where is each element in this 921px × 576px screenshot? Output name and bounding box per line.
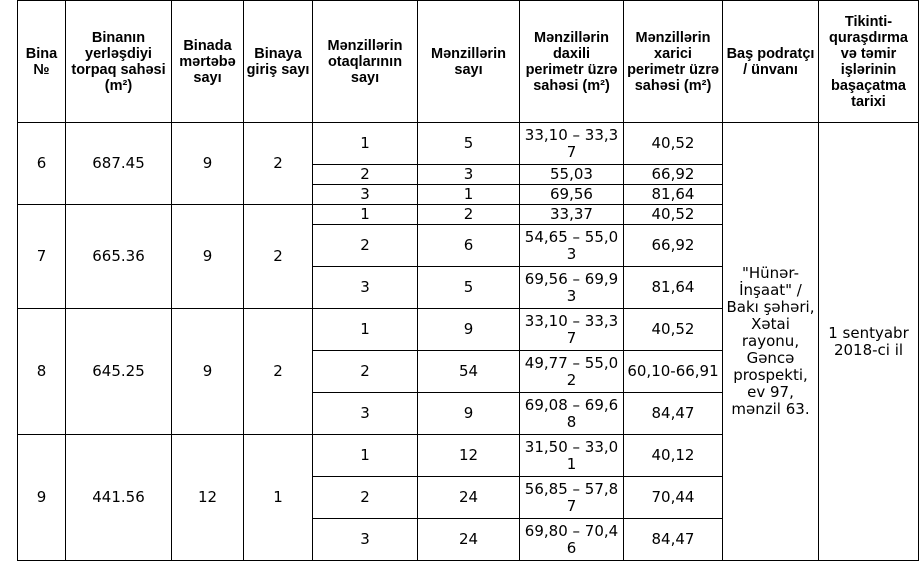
inner-area: 31,50 – 33,01 xyxy=(520,435,624,477)
room-count: 1 xyxy=(313,123,418,165)
unit-count: 3 xyxy=(418,165,520,185)
outer-area: 84,47 xyxy=(624,519,723,561)
inner-area: 69,08 – 69,68 xyxy=(520,393,624,435)
unit-count: 5 xyxy=(418,267,520,309)
room-count: 2 xyxy=(313,477,418,519)
header-land-area: Binanın yerləşdiyi torpaq sahəsi (m²) xyxy=(66,1,172,123)
outer-area: 40,12 xyxy=(624,435,723,477)
inner-area: 55,03 xyxy=(520,165,624,185)
header-building-number: Bina № xyxy=(18,1,66,123)
unit-count: 9 xyxy=(418,309,520,351)
header-outer-area: Mənzillərin xarici perimetr üzrə sahəsi (m²) xyxy=(624,1,723,123)
building-number: 7 xyxy=(18,205,66,309)
outer-area: 81,64 xyxy=(624,185,723,205)
unit-count: 12 xyxy=(418,435,520,477)
outer-area: 60,10-66,91 xyxy=(624,351,723,393)
outer-area: 70,44 xyxy=(624,477,723,519)
unit-count: 6 xyxy=(418,225,520,267)
inner-area: 69,80 – 70,46 xyxy=(520,519,624,561)
land-area: 687.45 xyxy=(66,123,172,205)
header-floors: Binada mərtəbə sayı xyxy=(172,1,244,123)
room-count: 2 xyxy=(313,225,418,267)
outer-area: 66,92 xyxy=(624,225,723,267)
unit-count: 54 xyxy=(418,351,520,393)
room-count: 1 xyxy=(313,435,418,477)
header-contractor: Baş podratçı / ünvanı xyxy=(723,1,819,123)
unit-count: 24 xyxy=(418,519,520,561)
header-entrances: Binaya giriş sayı xyxy=(244,1,313,123)
unit-count: 5 xyxy=(418,123,520,165)
inner-area: 33,10 – 33,37 xyxy=(520,123,624,165)
unit-count: 1 xyxy=(418,185,520,205)
outer-area: 81,64 xyxy=(624,267,723,309)
land-area: 665.36 xyxy=(66,205,172,309)
table-row xyxy=(18,123,919,165)
inner-area: 69,56 xyxy=(520,185,624,205)
header-inner-area: Mənzillərin daxili perimetr üzrə sahəsi (m²) xyxy=(520,1,624,123)
entrance-count: 2 xyxy=(244,123,313,205)
inner-area: 33,37 xyxy=(520,205,624,225)
building-number: 8 xyxy=(18,309,66,435)
land-area: 441.56 xyxy=(66,435,172,561)
room-count: 1 xyxy=(313,205,418,225)
building-number: 9 xyxy=(18,435,66,561)
completion-date: 1 sentyabr 2018-ci il xyxy=(819,123,919,561)
apartment-table xyxy=(17,0,919,561)
unit-count: 2 xyxy=(418,205,520,225)
outer-area: 40,52 xyxy=(624,205,723,225)
outer-area: 40,52 xyxy=(624,309,723,351)
entrance-count: 2 xyxy=(244,205,313,309)
inner-area: 49,77 – 55,02 xyxy=(520,351,624,393)
contractor: "Hünər-İnşaat" / Bakı şəhəri, Xətai rayonu, Gəncə prospekti, ev 97, mənzil 63. xyxy=(723,123,819,561)
room-count: 2 xyxy=(313,351,418,393)
room-count: 3 xyxy=(313,393,418,435)
floor-count: 9 xyxy=(172,309,244,435)
room-count: 1 xyxy=(313,309,418,351)
unit-count: 9 xyxy=(418,393,520,435)
floor-count: 12 xyxy=(172,435,244,561)
outer-area: 84,47 xyxy=(624,393,723,435)
floor-count: 9 xyxy=(172,205,244,309)
room-count: 3 xyxy=(313,519,418,561)
inner-area: 69,56 – 69,93 xyxy=(520,267,624,309)
room-count: 3 xyxy=(313,267,418,309)
building-number: 6 xyxy=(18,123,66,205)
inner-area: 33,10 – 33,37 xyxy=(520,309,624,351)
entrance-count: 1 xyxy=(244,435,313,561)
unit-count: 24 xyxy=(418,477,520,519)
inner-area: 54,65 – 55,03 xyxy=(520,225,624,267)
header-completion-date: Tikinti-quraşdırma və təmir işlərinin başaçatma tarixi xyxy=(819,1,919,123)
inner-area: 56,85 – 57,87 xyxy=(520,477,624,519)
outer-area: 66,92 xyxy=(624,165,723,185)
entrance-count: 2 xyxy=(244,309,313,435)
room-count: 3 xyxy=(313,185,418,205)
floor-count: 9 xyxy=(172,123,244,205)
outer-area: 40,52 xyxy=(624,123,723,165)
header-rooms: Mənzillərin otaqlarının sayı xyxy=(313,1,418,123)
room-count: 2 xyxy=(313,165,418,185)
land-area: 645.25 xyxy=(66,309,172,435)
header-unit-count: Mənzillərin sayı xyxy=(418,1,520,123)
